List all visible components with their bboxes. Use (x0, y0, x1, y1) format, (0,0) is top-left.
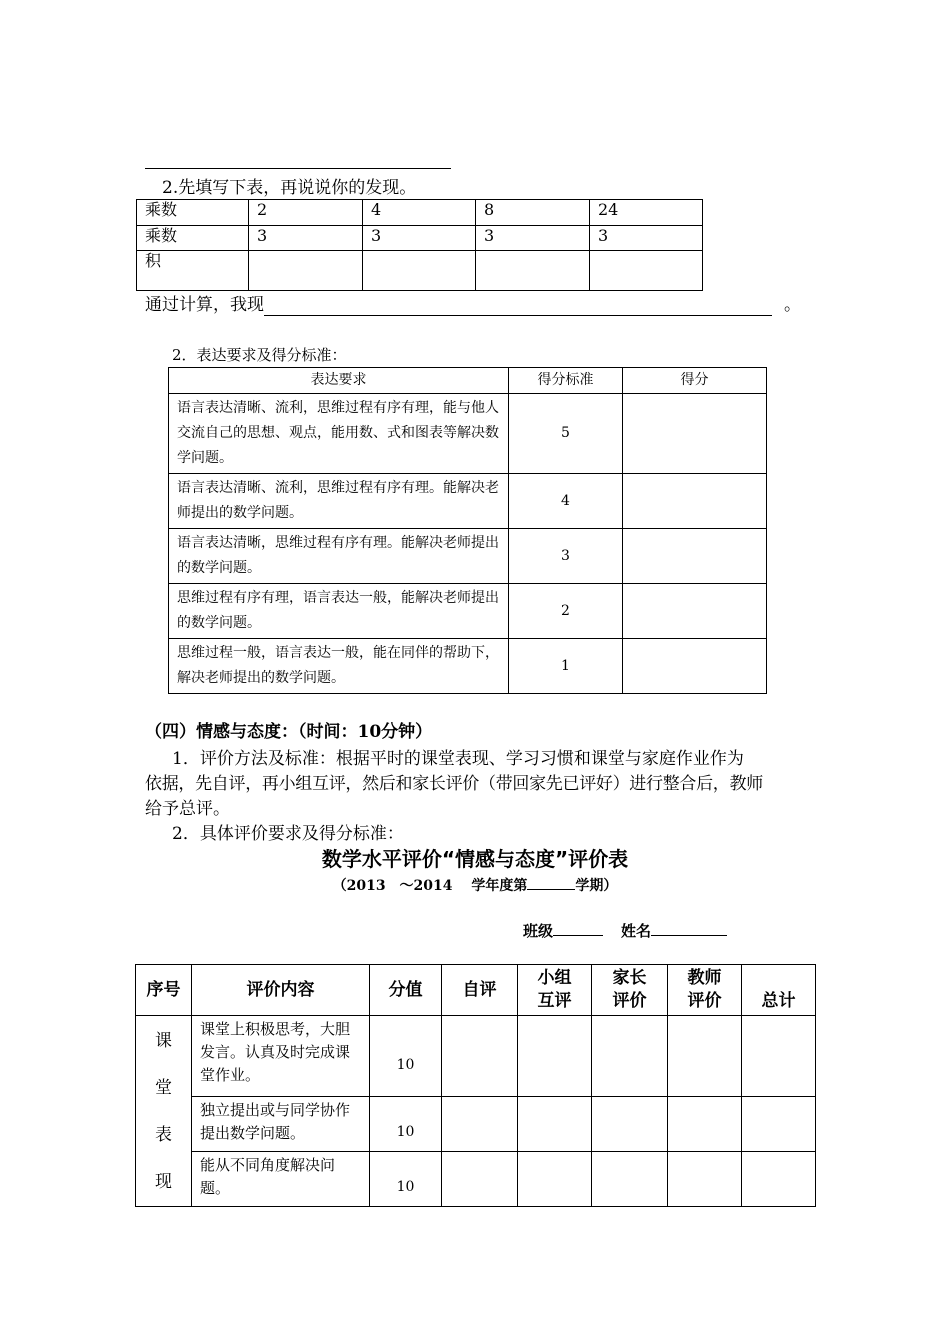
self-score-cell[interactable] (442, 1151, 518, 1207)
header-group-b: 互评 (537, 991, 572, 1011)
teacher-score-cell[interactable] (668, 1097, 742, 1151)
content-cell: 能从不同角度解决问题。 (192, 1151, 370, 1207)
total-score-cell[interactable] (742, 1151, 816, 1207)
column-header: 得分 (623, 368, 767, 394)
finding-suffix: 。 (784, 295, 801, 315)
method-line-1: 1．评价方法及标准：根据平时的课堂表现、学习习惯和课堂与家庭作业作为 (172, 749, 744, 769)
section2-title: 2．表达要求及得分标准： (172, 346, 347, 364)
group-score-cell[interactable] (518, 1016, 592, 1097)
header-self: 自评 (442, 965, 518, 1016)
table-row (136, 1097, 816, 1151)
value-cell: 10 (370, 1097, 442, 1151)
row-label: 积 (137, 251, 249, 291)
table-cell[interactable] (590, 251, 703, 291)
form-title: 数学水平评价“情感与态度”评价表 (321, 847, 629, 871)
finding-line (145, 294, 801, 316)
header-group-a: 小组 (537, 968, 572, 988)
score-cell[interactable] (623, 474, 767, 529)
group-score-cell[interactable] (518, 1097, 592, 1151)
semester-blank[interactable] (527, 875, 575, 890)
class-label: 班级 (523, 922, 554, 940)
table-header-row (136, 965, 816, 1016)
table-row (169, 639, 767, 694)
row-label: 乘数 (137, 200, 249, 226)
category-char: 表 (155, 1125, 172, 1145)
class-name-line (523, 920, 727, 941)
header-teacher-b: 评价 (687, 991, 722, 1011)
header-parent (592, 965, 668, 1016)
standard-cell: 3 (509, 529, 623, 584)
requirement-cell: 思维过程一般，语言表达一般，能在同伴的帮助下，解决老师提出的数学问题。 (169, 639, 509, 694)
table-row (169, 474, 767, 529)
standard-cell: 1 (509, 639, 623, 694)
table-row (137, 200, 703, 226)
form-subtitle (0, 875, 950, 895)
requirement-cell: 语言表达清晰，思维过程有序有理。能解决老师提出的数学问题。 (169, 529, 509, 584)
requirement-cell: 语言表达清晰、流利，思维过程有序有理，能与他人交流自己的思想、观点，能用数、式和图表等解决数学问题。 (169, 394, 509, 474)
group-score-cell[interactable] (518, 1151, 592, 1207)
category-char: 课 (155, 1031, 172, 1051)
header-value: 分值 (370, 965, 442, 1016)
category-cell (136, 1016, 192, 1207)
content-cell: 课堂上积极思考，大胆发言。认真及时完成课堂作业。 (192, 1016, 370, 1097)
content-cell: 独立提出或与同学协作提出数学问题。 (192, 1097, 370, 1151)
class-blank[interactable] (553, 920, 603, 936)
evaluation-table (135, 964, 816, 1207)
table-row (169, 584, 767, 639)
table-row (169, 394, 767, 474)
requirement-intro: 2．具体评价要求及得分标准： (172, 824, 404, 844)
section1-prompt: 2.先填写下表，再说说你的发现。 (162, 178, 417, 198)
top-rule (145, 168, 451, 169)
teacher-score-cell[interactable] (668, 1151, 742, 1207)
finding-blank[interactable] (264, 297, 772, 316)
table-cell: 3 (249, 226, 363, 251)
standard-cell: 5 (509, 394, 623, 474)
parent-score-cell[interactable] (592, 1097, 668, 1151)
multiplication-table (136, 199, 703, 291)
table-cell: 3 (590, 226, 703, 251)
total-score-cell[interactable] (742, 1016, 816, 1097)
category-char: 堂 (155, 1078, 172, 1098)
header-no: 序号 (136, 965, 192, 1016)
header-content: 评价内容 (192, 965, 370, 1016)
name-label: 姓名 (621, 922, 652, 940)
table-cell: 3 (476, 226, 590, 251)
table-cell: 2 (249, 200, 363, 226)
standard-cell: 2 (509, 584, 623, 639)
finding-prefix: 通过计算，我现 (145, 295, 264, 315)
table-row (137, 251, 703, 291)
teacher-score-cell[interactable] (668, 1016, 742, 1097)
self-score-cell[interactable] (442, 1016, 518, 1097)
table-cell: 3 (363, 226, 476, 251)
table-row (169, 529, 767, 584)
value-cell: 10 (370, 1016, 442, 1097)
table-cell[interactable] (249, 251, 363, 291)
header-total-label: 总计 (761, 991, 796, 1011)
score-cell[interactable] (623, 639, 767, 694)
row-label: 乘数 (137, 226, 249, 251)
section4-heading: （四）情感与态度：（时间：10分钟） (145, 722, 433, 742)
self-score-cell[interactable] (442, 1097, 518, 1151)
score-cell[interactable] (623, 584, 767, 639)
requirement-cell: 思维过程有序有理，语言表达一般，能解决老师提出的数学问题。 (169, 584, 509, 639)
table-row (136, 1151, 816, 1207)
parent-score-cell[interactable] (592, 1151, 668, 1207)
header-parent-b: 评价 (612, 991, 647, 1011)
header-parent-a: 家长 (612, 968, 647, 988)
form-subtitle-a: （2013 ～2014 学年度第 (332, 878, 528, 894)
name-blank[interactable] (651, 920, 727, 936)
table-cell: 4 (363, 200, 476, 226)
method-line-3: 给予总评。 (145, 799, 230, 819)
header-total (742, 965, 816, 1016)
score-cell[interactable] (623, 529, 767, 584)
score-cell[interactable] (623, 394, 767, 474)
header-teacher (668, 965, 742, 1016)
table-row (136, 1016, 816, 1097)
column-header: 得分标准 (509, 368, 623, 394)
standard-cell: 4 (509, 474, 623, 529)
column-header: 表达要求 (169, 368, 509, 394)
expression-score-table (168, 367, 767, 694)
requirement-cell: 语言表达清晰、流利，思维过程有序有理。能解决老师提出的数学问题。 (169, 474, 509, 529)
table-cell: 24 (590, 200, 703, 226)
table-cell[interactable] (363, 251, 476, 291)
form-subtitle-b: 学期） (575, 878, 618, 894)
method-line-2: 依据，先自评，再小组互评，然后和家长评价（带回家先已评好）进行整合后，教师 (145, 774, 763, 794)
total-score-cell[interactable] (742, 1097, 816, 1151)
header-group (518, 965, 592, 1016)
value-cell: 10 (370, 1151, 442, 1207)
table-cell[interactable] (476, 251, 590, 291)
table-cell: 8 (476, 200, 590, 226)
table-header-row (169, 368, 767, 394)
category-char: 现 (155, 1172, 172, 1192)
table-row (137, 226, 703, 251)
parent-score-cell[interactable] (592, 1016, 668, 1097)
header-teacher-a: 教师 (687, 968, 722, 988)
